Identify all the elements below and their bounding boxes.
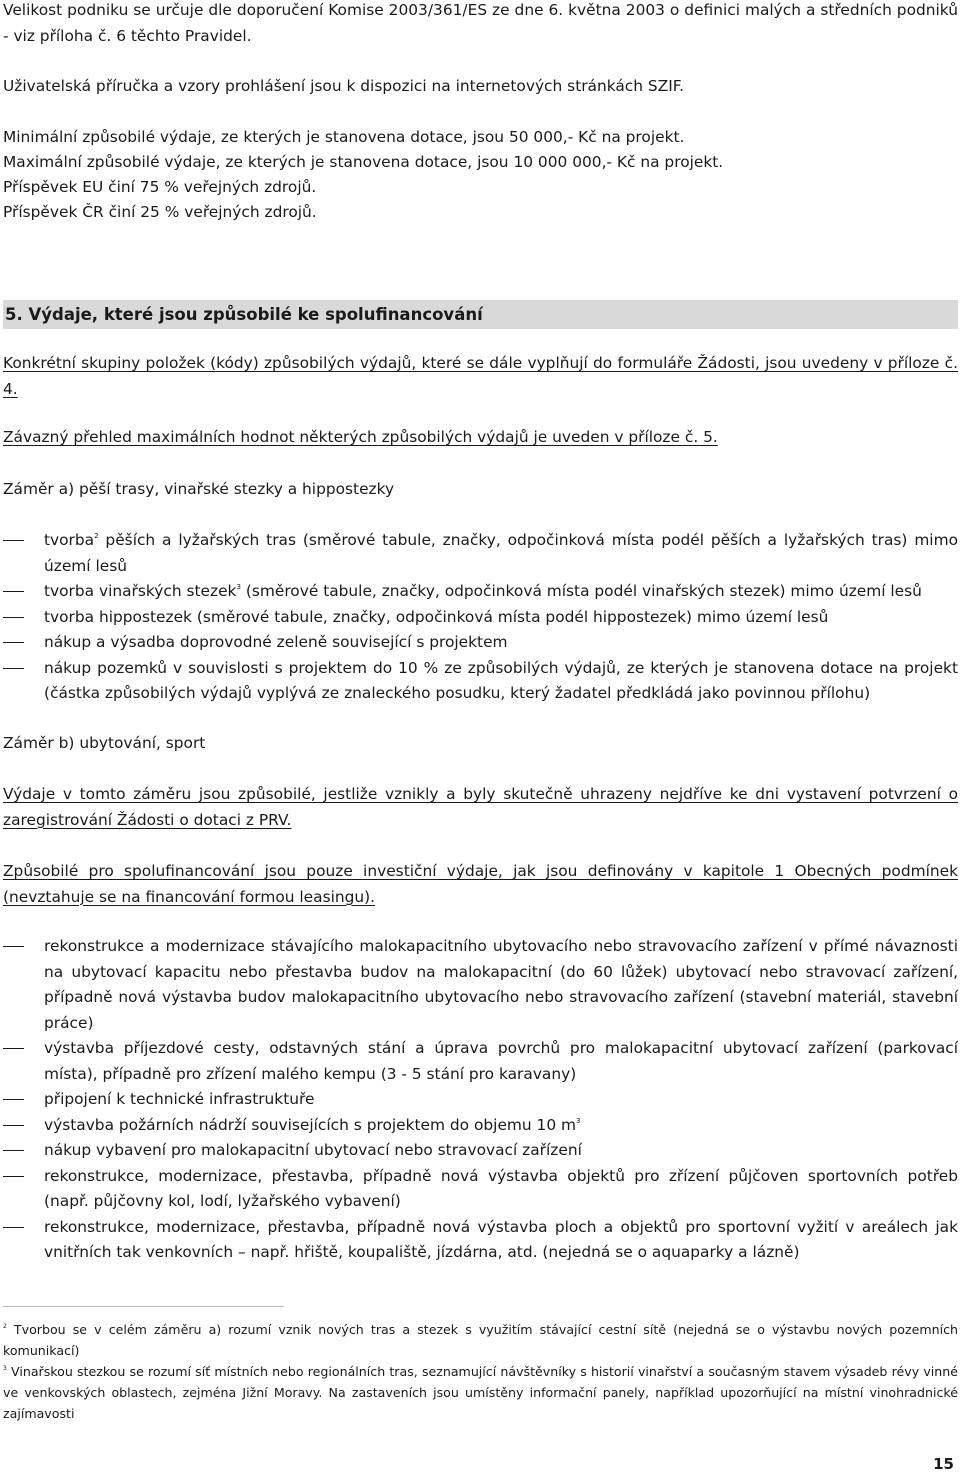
dash-bullet	[3, 540, 24, 541]
footnote-ref: 3	[236, 583, 241, 591]
max-values-overview-paragraph: Závazný přehled maximálních hodnot některých způsobilých výdajů je uveden v příloze č. 5.	[3, 428, 718, 446]
zamer-b-condition-paragraph: Výdaje v tomto záměru jsou způsobilé, jestliže vznikly a byly skutečně uhrazeny nejdříve ke dni vystavení potvrzení o zaregistrování Žádosti o dotaci z PRV.	[3, 785, 958, 829]
zamer-a-list	[3, 528, 958, 707]
dash-bullet	[3, 1150, 24, 1151]
dash-bullet	[3, 1227, 24, 1228]
zamer-b-list	[3, 934, 958, 1266]
dash-bullet	[3, 591, 24, 592]
max-expenses-line: Maximální způsobilé výdaje, ze kterých je stanovena dotace, jsou 10 000 000,- Kč na projekt.	[3, 153, 724, 171]
cr-contribution-line: Příspěvek ČR činí 25 % veřejných zdrojů.	[3, 203, 317, 221]
footnote-divider	[3, 1306, 284, 1307]
footnote-mark: 3	[3, 1365, 7, 1372]
list-item: tvorba vinařských stezek$^3$ (směrové tabule, značky, odpočinková místa podél vinařských stezek) mimo území lesů	[3, 579, 958, 605]
dash-bullet	[3, 642, 24, 643]
zamer-a-title: Záměr a) pěší trasy, vinařské stezky a hippostezky	[3, 480, 395, 498]
dash-bullet	[3, 1125, 24, 1126]
list-item: připojení k technické infrastruktuře	[3, 1087, 958, 1113]
dash-bullet	[3, 1048, 24, 1049]
zamer-b-eligible-paragraph: Způsobilé pro spolufinancování jsou pouze investiční výdaje, jak jsou definovány v kapitole 1 Obecných podmínek (nevztahuje se na financování formou leasingu).	[3, 862, 958, 906]
dash-bullet	[3, 668, 24, 669]
cubic-superscript: 3	[576, 1116, 581, 1125]
dash-bullet	[3, 617, 24, 618]
zamer-b-title: Záměr b) ubytování, sport	[3, 734, 206, 752]
list-item: nákup pozemků v souvislosti s projektem do 10 % ze způsobilých výdajů, ze kterých je stanovena dotace na projekt (částka způsobilých výdajů vyplývá ze znaleckého posudku, který žadatel předkládá jako povinnou přílohu)	[3, 656, 958, 707]
list-item: rekonstrukce, modernizace, přestavba, případně nová výstavba objektů pro zřízení půjčoven sportovních potřeb (např. půjčovny kol, lodí, lyžařského vybavení)	[3, 1164, 958, 1215]
list-item: rekonstrukce, modernizace, přestavba, případně nová výstavba ploch a objektů pro sportovní vyžití v areálech jak vnitřních tak venkovních – např. hřiště, koupaliště, jízdárna, atd. (nejedná se o aquaparky a lázně)	[3, 1215, 958, 1266]
list-item: nákup vybavení pro malokapacitní ubytovací nebo stravovací zařízení	[3, 1138, 958, 1164]
dash-bullet	[3, 946, 24, 947]
min-expenses-line: Minimální způsobilé výdaje, ze kterých je stanovena dotace, jsou 50 000,- Kč na projekt.	[3, 128, 685, 146]
eu-contribution-line: Příspěvek EU činí 75 % veřejných zdrojů.	[3, 178, 317, 196]
list-item: výstavba požárních nádrží souvisejících s projektem do objemu 10 $m^3$	[3, 1113, 958, 1139]
footnote-2: $^2$ Tvorbou se v celém záměru a) rozumí vznik nových tras a stezek s využitím stávající cestní sítě (nejedná se o výstavbu nových pozemních komunikací)	[3, 1322, 958, 1358]
list-item: nákup a výsadba doprovodné zeleně související s projektem	[3, 630, 958, 656]
footnote-mark: 2	[3, 1323, 7, 1330]
manual-availability-paragraph: Uživatelská příručka a vzory prohlášení jsou k dispozici na internetových stránkách SZIF.	[3, 77, 685, 95]
expense-groups-paragraph: Konkrétní skupiny položek (kódy) způsobilých výdajů, které se dále vyplňují do formuláře Žádosti, jsou uvedeny v příloze č. 4.	[3, 354, 958, 398]
list-item: tvorba hippostezek (směrové tabule, značky, odpočinková místa podél hippostezek) mimo území lesů	[3, 605, 958, 631]
section-heading: 5. Výdaje, které jsou způsobilé ke spolufinancování	[3, 300, 958, 329]
footnote-3: $^3$ Vinařskou stezkou se rozumí síť místních nebo regionálních tras, seznamující návštěvníky s historií vinařství a současným stavem výsadeb révy vinné ve venkovských oblastech, zejména Jižní Moravy. Na zastaveních jsou umístěny informační panely, například upozorňující na místní vinohradnické zajímavosti	[3, 1364, 958, 1421]
footnote-ref: 2	[94, 532, 99, 540]
dash-bullet	[3, 1176, 24, 1177]
company-size-paragraph: Velikost podniku se určuje dle doporučení Komise 2003/361/ES ze dne 6. května 2003 o definici malých a středních podniků - viz příloha č. 6 těchto Pravidel.	[3, 1, 958, 45]
list-item: rekonstrukce a modernizace stávajícího malokapacitního ubytovacího nebo stravovacího zařízení v přímé návaznosti na ubytovací kapacitu nebo přestavba budov na malokapacitní (do 60 lůžek) ubytovací nebo stravovací zařízení, případně nová výstavba budov malokapacitního ubytovacího nebo stravovacího zařízení (stavební materiál, stavební práce)	[3, 934, 958, 1036]
list-item: výstavba příjezdové cesty, odstavných stání a úprava povrchů pro malokapacitní ubytovací zařízení (parkovací místa), případně pro zřízení malého kempu (3 - 5 stání pro karavany)	[3, 1036, 958, 1087]
page-number: 15	[933, 1455, 954, 1473]
list-item: tvorba$^2$ pěších a lyžařských tras (směrové tabule, značky, odpočinková místa podél pěších a lyžařských tras) mimo území lesů	[3, 528, 958, 579]
dash-bullet	[3, 1099, 24, 1100]
